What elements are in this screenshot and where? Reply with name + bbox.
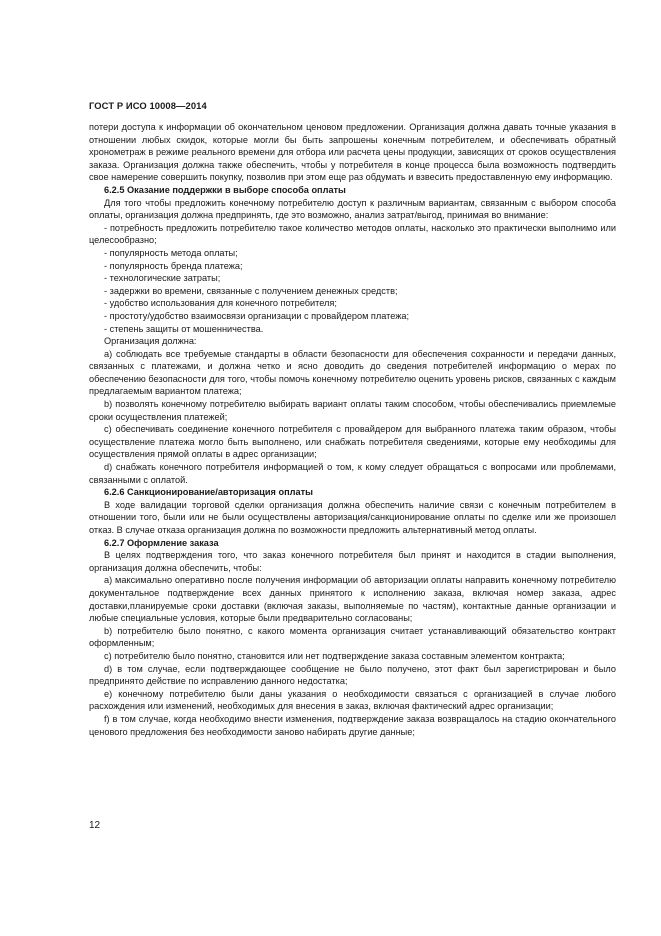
paragraph: - простоту/удобство взаимосвязи организации с провайдером платежа; [104, 310, 410, 321]
paragraph: Организация должна: [104, 336, 197, 347]
paragraph: - технологические затраты; [104, 273, 221, 284]
paragraph: - задержки во времени, связанные с получением денежных средств; [104, 285, 398, 296]
paragraph: Для того чтобы предложить конечному потребителю доступ к различным вариантам, связанным с выбором способа оплаты, организация должна предпринять, где это возможно, анализ затрат/выгод, принимая во внимание: [89, 197, 616, 221]
paragraph: c) обеспечивать соединение конечного потребителя с провайдером для выбранного платежа таким образом, чтобы осуществление платежа могло быть выполнено, или снабжать потребителя сведениями, которые ему необходимы для осуществления прямой оплаты в адрес организации; [89, 424, 616, 460]
paragraph: d) снабжать конечного потребителя информацией о том, к кому следует обращаться с вопросами или проблемами, связанными с оплатой. [89, 462, 616, 485]
paragraph: В целях подтверждения того, что заказ конечного потребителя был принят и находится в стадии выполнения, организация должна обеспечить, чтобы: [89, 550, 616, 573]
paragraph: e) конечному потребителю были даны указания о необходимости связаться с организацией в случае любого расхождения или изменений, необходимых для внесения в заказ, включая фактический адрес организации; [89, 688, 616, 712]
paragraph: - популярность метода оплаты; [104, 247, 238, 258]
paragraph: потери доступа к информации об окончательном ценовом предложении. Организация должна давать точные указания в отношении любых скидок, которые могли бы быть запрошены конечным потребителем, и обеспечивать обратный хронометраж в режиме реального времени для отбора или расчета цены продукции, зависящих от сроков осуществления заказа. Организация должна также обеспечить, чтобы у потребителя в конце процесса была возможность подтвердить свое намерение совершить покупку, позволив при этом еще раз обдумать и взвесить предоставленную ему информацию. [89, 122, 616, 183]
page-number: 12 [89, 820, 101, 831]
paragraph: В ходе валидации торговой сделки организация должна обеспечить наличие связи с конечным потребителем в отношении того, были или не были осуществлены авторизация/санкционирование оплаты по сделке или же произошел отказ. В случае отказа организация должна по возможности предложить альтернативный метод оплаты. [89, 499, 616, 535]
paragraph: b) позволять конечному потребителю выбирать вариант оплаты таким способом, чтобы обеспечивались приемлемые сроки осуществления платежей; [89, 399, 616, 422]
section-heading: 6.2.7 Оформление заказа [104, 537, 219, 548]
document-header: ГОСТ Р ИСО 10008—2014 [89, 100, 207, 111]
paragraph: - популярность бренда платежа; [104, 260, 243, 271]
paragraph: d) в том случае, если подтверждающее сообщение не было получено, этот факт был зарегистрирован и было предпринято действие по исправлению данного недостатка; [89, 663, 616, 687]
paragraph: b) потребителю было понятно, с какого момента организация считает устанавливающий обязательство контракт оформленным; [89, 625, 616, 649]
paragraph: - степень защиты от мошенничества. [104, 323, 264, 334]
paragraph: a) соблюдать все требуемые стандарты в области безопасности для обеспечения сохранности и передачи данных, связанных с платежами, и должна четко и ясно доводить до сведения потребителей информацию о мерах по обеспечению безопасности для того, чтобы помочь конечному потребителю оценить уровень рисков, связанных с каждым предлагаемым вариантом платежа; [89, 348, 616, 397]
paragraph: - потребность предложить потребителю такое количество методов оплаты, насколько это практически выполнимо или целесообразно; [89, 222, 616, 246]
paragraph: a) максимально оперативно после получения информации об авторизации оплаты направить конечному потребителю документальное подтверждение всех данных принятого к исполнению заказа, включая номер заказа, адрес доставки,планируемые сроки доставки (включая заказы, выполняемые по частям), контактные данные организации и любые специальные условия, которые были предварительно согласованы; [89, 575, 616, 624]
paragraph: f) в том случае, когда необходимо внести изменения, подтверждение заказа возвращалось на стадию окончательного ценового предложения без необходимости заново набирать другие данные; [89, 713, 616, 737]
document-body [89, 121, 616, 738]
section-heading: 6.2.5 Оказание поддержки в выборе способа оплаты [104, 184, 346, 195]
section-heading: 6.2.6 Санкционирование/авторизация оплаты [104, 487, 313, 498]
paragraph: c) потребителю было понятно, становится или нет подтверждение заказа составным элементом контракта; [104, 650, 565, 661]
paragraph: - удобство использования для конечного потребителя; [104, 298, 337, 309]
